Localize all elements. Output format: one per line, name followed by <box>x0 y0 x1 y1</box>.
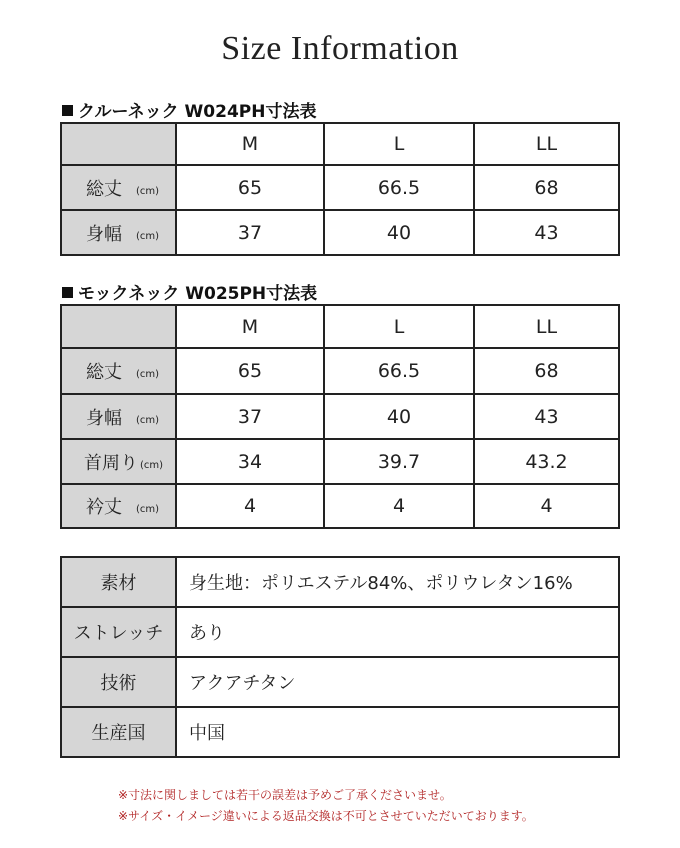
table-cell: 4 <box>474 484 619 528</box>
mock-section-title-text: モックネック W025PH寸法表 <box>78 284 318 304</box>
size-header-ll: LL <box>474 305 619 348</box>
size-header-m: M <box>176 305 324 348</box>
crew-size-table <box>60 122 620 256</box>
table-cell: 40 <box>324 210 474 255</box>
table-row <box>61 607 619 657</box>
table-row <box>61 707 619 757</box>
size-header-ll: LL <box>474 123 619 165</box>
unit-label: (cm) <box>136 185 160 197</box>
info-value-stretch: あり <box>176 607 619 657</box>
table-row <box>61 439 619 484</box>
table-cell: 40 <box>324 394 474 439</box>
row-label-text: 身幅 <box>86 407 122 429</box>
crew-section-title-text: クルーネック W024PH寸法表 <box>78 102 317 122</box>
unit-label: (cm) <box>136 230 160 242</box>
info-value-material: 身生地：ポリエステル84%、ポリウレタン16% <box>176 557 619 607</box>
row-label-text: 身幅 <box>86 223 122 245</box>
table-cell: 34 <box>176 439 324 484</box>
unit-label: (cm) <box>136 414 160 426</box>
page-title: Size Information <box>221 30 459 67</box>
table-cell: 43 <box>474 394 619 439</box>
mock-section-title <box>62 279 317 304</box>
note-tolerance: ※寸法に関しましては若干の誤差は予めご了承くださいませ。 <box>118 788 452 802</box>
size-header-l: L <box>324 305 474 348</box>
table-cell: 37 <box>176 394 324 439</box>
row-label-text: 総丈 <box>86 178 122 200</box>
unit-label: (cm) <box>136 369 160 380</box>
info-label-origin: 生産国 <box>61 707 176 757</box>
table-cell: 37 <box>176 210 324 255</box>
table-cell: 68 <box>474 165 619 210</box>
table-row <box>61 165 619 210</box>
note-returns: ※サイズ・イメージ違いによる返品交換は不可とさせていただいております。 <box>118 809 534 823</box>
table-cell: 43.2 <box>474 439 619 484</box>
table-row <box>61 657 619 707</box>
table-corner-cell <box>61 305 176 348</box>
mock-size-table <box>60 304 620 529</box>
table-row <box>61 348 619 394</box>
unit-label: (cm) <box>140 459 164 471</box>
table-cell: 66.5 <box>324 165 474 210</box>
table-row <box>61 394 619 439</box>
info-label-material: 素材 <box>61 557 176 607</box>
crew-section-title <box>62 97 316 122</box>
table-cell: 39.7 <box>324 439 474 484</box>
row-label-length <box>61 348 176 394</box>
table-cell: 43 <box>474 210 619 255</box>
table-corner-cell <box>61 123 176 165</box>
table-row <box>61 484 619 528</box>
table-cell: 4 <box>324 484 474 528</box>
info-value-technology: アクアチタン <box>176 657 619 707</box>
table-header-row <box>61 305 619 348</box>
table-cell: 66.5 <box>324 348 474 394</box>
row-label-width <box>61 394 176 439</box>
size-header-l: L <box>324 123 474 165</box>
table-cell: 65 <box>176 165 324 210</box>
table-cell: 68 <box>474 348 619 394</box>
size-header-m: M <box>176 123 324 165</box>
info-label-stretch: ストレッチ <box>61 607 176 657</box>
row-label-text: 首周り <box>84 452 138 474</box>
table-header-row <box>61 123 619 165</box>
row-label-width <box>61 210 176 255</box>
square-bullet-icon <box>62 105 73 116</box>
table-cell: 4 <box>176 484 324 528</box>
row-label-text: 衿丈 <box>86 497 122 518</box>
square-bullet-icon <box>62 287 73 298</box>
table-row <box>61 557 619 607</box>
row-label-text: 総丈 <box>86 362 122 383</box>
product-info-table <box>60 556 620 758</box>
notes <box>118 785 534 827</box>
unit-label: (cm) <box>136 504 160 515</box>
row-label-collar <box>61 484 176 528</box>
info-value-origin: 中国 <box>176 707 619 757</box>
table-row <box>61 210 619 255</box>
table-cell: 65 <box>176 348 324 394</box>
info-label-technology: 技術 <box>61 657 176 707</box>
row-label-neck <box>61 439 176 484</box>
row-label-length <box>61 165 176 210</box>
